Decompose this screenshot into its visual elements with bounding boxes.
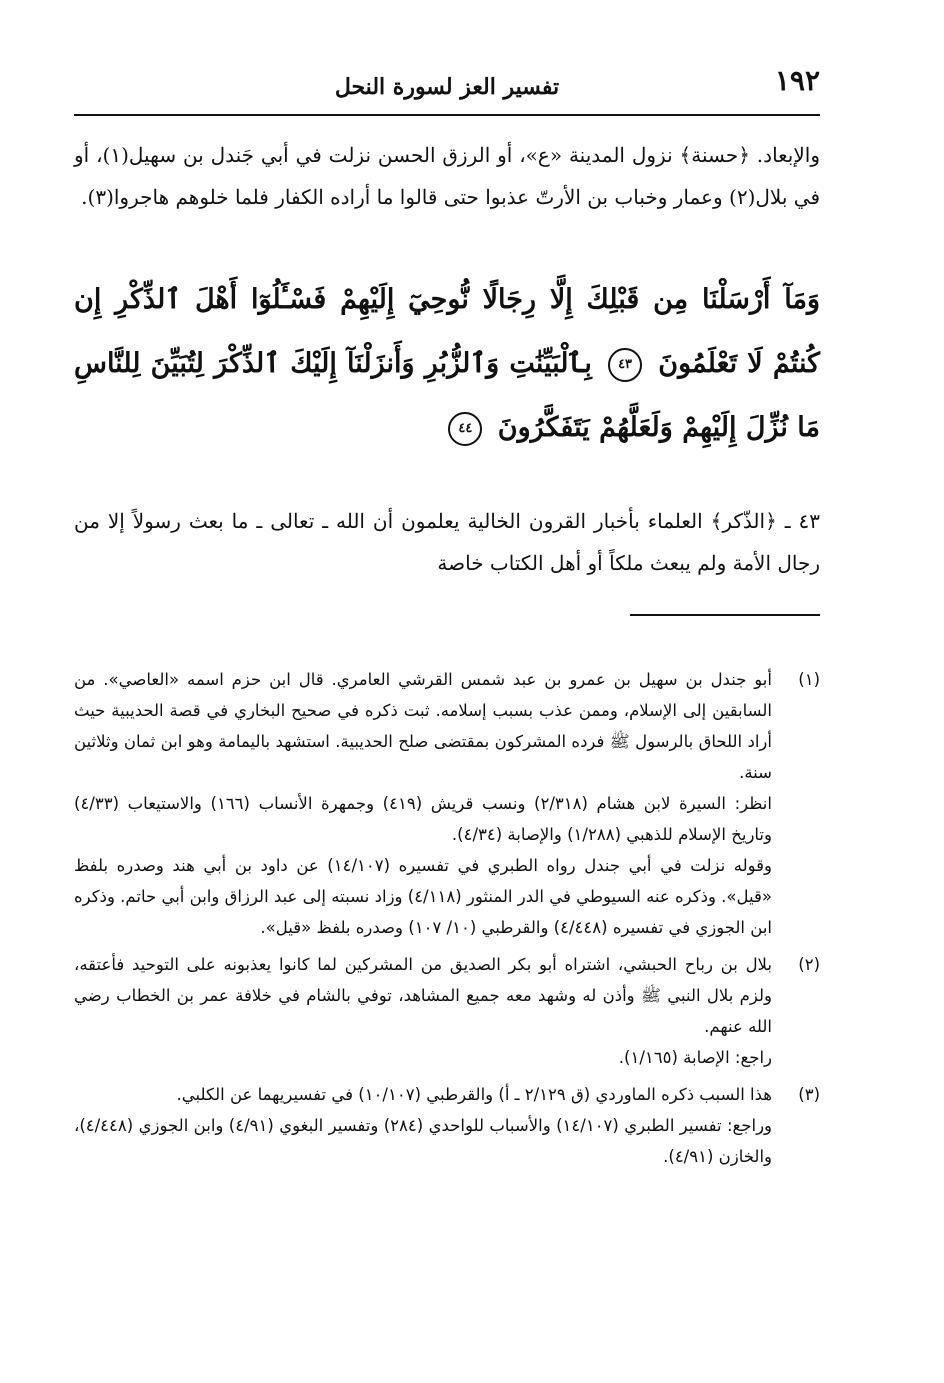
header-rule bbox=[74, 114, 820, 116]
footnote-text: أبو جندل بن سهيل بن عمرو بن عبد شمس القرشي العامري. قال ابن حزم اسمه «العاصي». من السابقين إلى الإسلام، وممن عذب بسبب إسلامه. ثبت ذكره في صحيح البخاري في قصة الحديبية حيث أراد اللحاق بالرسول ﷺ فرده المشركون بمقتضى صلح الحديبية. استشهد باليمامة وهو ابن ثمان وثلاثين سنة. bbox=[74, 670, 772, 782]
footnote-number: (١) bbox=[798, 670, 820, 689]
commentary-paragraph-1: والإبعاد. ﴿حسنة﴾ نزول المدينة «ع»، أو الرزق الحسن نزلت في أبي جَندل بن سهيل(١)، أو في بلال(٢) وعمار وخباب بن الأرتّ عذبوا حتى قالوا ما أراده الكفار فلما خلوهم هاجروا(٣). bbox=[74, 143, 820, 209]
footnote-text: وقوله نزلت في أبي جندل رواه الطبري في تفسيره (١٤/١٠٧) عن داود بن أبي هند وصدره بلفظ «قيل». وذكره عنه السيوطي في الدر المنثور (٤/١١٨) وزاد نسبته إلى عبد الرزاق وابن أبي حاتم. وذكره ابن الجوزي في تفسيره (٤/٤٤٨) والقرطبي (١٠/ ١٠٧) وصدره بلفظ «قيل». bbox=[74, 856, 772, 937]
footnote-separator bbox=[630, 614, 820, 616]
footnote-1 bbox=[74, 664, 820, 943]
verse-text-44: بِٱلْبَيِّنَٰتِ وَٱلزُّبُرِ وَأَنزَلْنَآ إِلَيْكَ ٱلذِّكْرَ لِتُبَيِّنَ لِلنَّاسِ مَا نُزِّلَ إِلَيْهِمْ وَلَعَلَّهُمْ يَتَفَكَّرُونَ bbox=[74, 348, 820, 443]
footnote-number: (٢) bbox=[798, 955, 820, 974]
footnote-text: بلال بن رباح الحبشي، اشتراه أبو بكر الصديق من المشركين لما كانوا يعذبونه على التوحيد فأعتقه، ولزم بلال النبي ﷺ وأذن له وشهد معه جميع المشاهد، توفي بالشام في خلافة عمر بن الخطاب رضي الله عنهم. bbox=[74, 955, 772, 1036]
footnote-text: راجع: الإصابة (١/١٦٥). bbox=[618, 1048, 772, 1067]
page-number: ١٩٢ bbox=[774, 64, 820, 97]
page-header bbox=[74, 64, 820, 110]
footnote-text: وراجع: تفسير الطبري (١٤/١٠٧) والأسباب للواحدي (٢٨٤) وتفسير البغوي (٤/٩١) وابن الجوزي (٤/٤٤٨)، والخازن (٤/٩١). bbox=[74, 1116, 773, 1166]
footnote-2 bbox=[74, 949, 820, 1073]
footnote-3 bbox=[74, 1079, 820, 1172]
ayah-number-marker: ٤٤ bbox=[448, 412, 482, 446]
footnote-text: انظر: السيرة لابن هشام (٢/٣١٨) ونسب قريش (٤١٩) وجمهرة الأنساب (١٦٦) والاستيعاب (٤/٣٣) وتاريخ الإسلام للذهبي (١/٢٨٨) والإصابة (٤/٣٤). bbox=[74, 794, 772, 844]
footnote-number: (٣) bbox=[798, 1085, 820, 1104]
commentary-paragraph-2: ٤٣ ـ ﴿الذّكر﴾ العلماء بأخبار القرون الخالية يعلمون أن الله ـ تعالى ـ ما بعث رسولاً إلا من رجال الأمة ولم يبعث ملكاً أو أهل الكتاب خاصة bbox=[74, 509, 820, 575]
running-title: تفسير العز لسورة النحل bbox=[334, 74, 560, 100]
verse-text-43: وَمَآ أَرْسَلْنَا مِن قَبْلِكَ إِلَّا رِجَالًا نُّوحِيٓ إِلَيْهِمْ فَسْـَٔلُوٓا أَهْلَ ٱلذِّكْرِ إِن كُنتُمْ لَا تَعْلَمُونَ bbox=[74, 284, 820, 379]
footnotes bbox=[74, 664, 820, 1178]
quran-verse bbox=[74, 268, 820, 460]
ayah-number-marker: ٤٣ bbox=[608, 348, 642, 382]
footnote-text: هذا السبب ذكره الماوردي (ق ٢/١٢٩ ـ أ) والقرطبي (١٠/١٠٧) في تفسيريهما عن الكلبي. bbox=[176, 1085, 772, 1104]
